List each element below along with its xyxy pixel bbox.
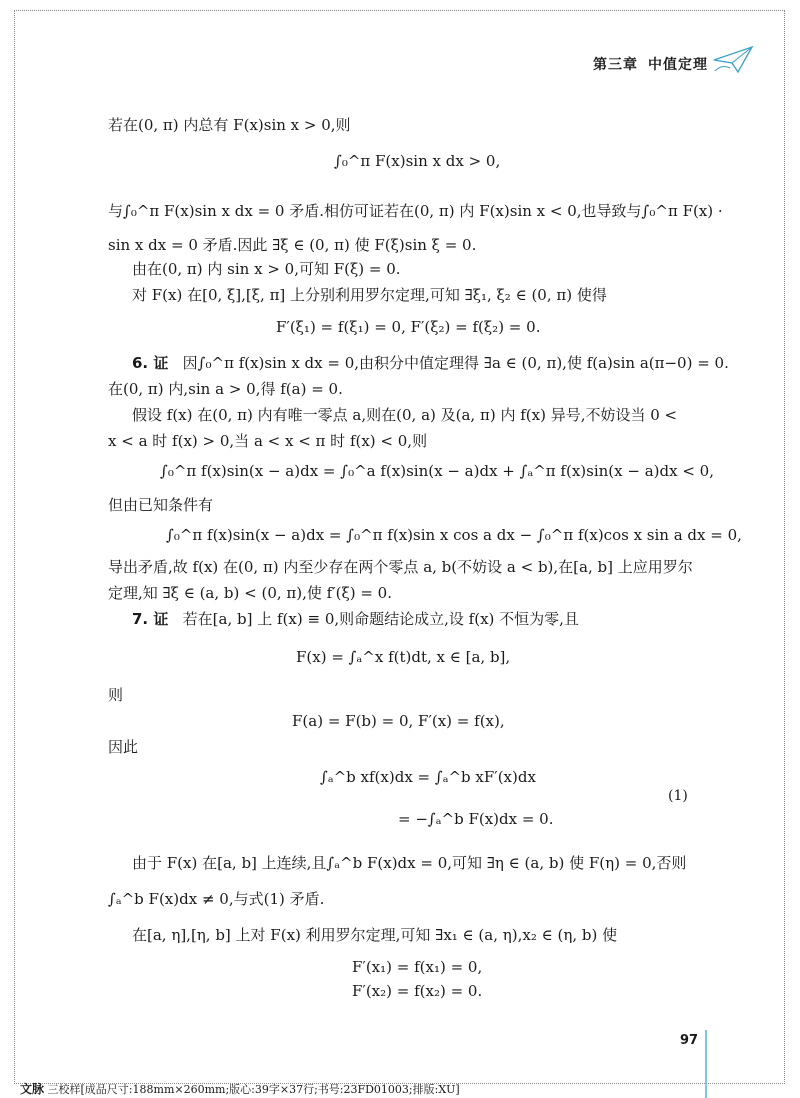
equation-4: ∫₀^π f(x)sin(x − a)dx = ∫₀^π f(x)sin x cos a dx − ∫₀^π f(x)cos x sin a dx = 0, [166,526,742,544]
line-15: 导出矛盾,故 f(x) 在(0, π) 内至少存在两个零点 a, b(不妨设 a < b),在[a, b] 上应用罗尔 [108,558,693,576]
footer-info: 三校样[成品尺寸:188mm×260mm;版心:39字×37行;书号:23FD01003;排版:XU] [47,1083,460,1096]
line-4: sin x dx = 0 矛盾.因此 ∃ξ ∈ (0, π) 使 F(ξ)sin ξ = 0. [108,236,477,254]
line-13: 但由已知条件有 [108,496,214,514]
line-17: 若在[a, b] 上 f(x) ≡ 0,则命题结论成立,设 f(x) 不恒为零,且 [182,610,579,628]
line-11: x < a 时 f(x) > 0,当 a < x < π 时 f(x) < 0,则 [108,432,428,450]
page-number: 97 [680,1033,699,1048]
equation-6: F(a) = F(b) = 0, F′(x) = f(x), [292,712,505,730]
equation-5: F(x) = ∫ₐ^x f(t)dt, x ∈ [a, b], [296,648,511,666]
chapter-title: 中值定理 [648,57,708,73]
line-26: 在[a, η],[η, b] 上对 F(x) 利用罗尔定理,可知 ∃x₁ ∈ (a, η),x₂ ∈ (η, b) 使 [132,926,618,944]
proof-footer [20,1080,460,1097]
line-25: ∫ₐ^b F(x)dx ≠ 0,与式(1) 矛盾. [108,890,325,908]
line-5: 由在(0, π) 内 sin x > 0,可知 F(ξ) = 0. [132,260,401,278]
equation-7a: ∫ₐ^b xf(x)dx = ∫ₐ^b xF′(x)dx [320,768,536,786]
problem-6 [132,352,729,374]
equation-number: (1) [668,788,688,804]
paper-plane-icon [712,44,754,76]
margin-rule [705,1030,707,1098]
line-19: 则 [108,686,124,704]
equation-7b: = −∫ₐ^b F(x)dx = 0. [398,810,554,828]
line-1: 若在(0, π) 内总有 F(x)sin x > 0,则 [108,116,351,134]
equation-2: F′(ξ₁) = f(ξ₁) = 0, F′(ξ₂) = f(ξ₂) = 0. [276,318,541,336]
equation-1: ∫₀^π F(x)sin x dx > 0, [334,152,501,170]
line-8: 因∫₀^π f(x)sin x dx = 0,由积分中值定理得 ∃a ∈ (0, π),使 f(a)sin a(π−0) = 0. [182,354,729,372]
line-10: 假设 f(x) 在(0, π) 内有唯一零点 a,则在(0, a) 及(a, π) 内 f(x) 异号,不妨设当 0 < [132,406,678,424]
problem-6-label: 6. 证 [132,354,169,372]
equation-8b: F′(x₂) = f(x₂) = 0. [352,982,483,1000]
footer-brand: 文脉 [20,1082,45,1096]
running-header [593,54,708,74]
problem-7-label: 7. 证 [132,610,169,628]
problem-7 [132,608,579,630]
equation-8a: F′(x₁) = f(x₁) = 0, [352,958,483,976]
line-9: 在(0, π) 内,sin a > 0,得 f(a) = 0. [108,380,343,398]
line-24: 由于 F(x) 在[a, b] 上连续,且∫ₐ^b F(x)dx = 0,可知 ∃η ∈ (a, b) 使 F(η) = 0,否则 [132,854,687,872]
chapter-label: 第三章 [593,57,638,73]
equation-3: ∫₀^π f(x)sin(x − a)dx = ∫₀^a f(x)sin(x − a)dx + ∫ₐ^π f(x)sin(x − a)dx < 0, [160,462,714,480]
line-6: 对 F(x) 在[0, ξ],[ξ, π] 上分别利用罗尔定理,可知 ∃ξ₁, ξ₂ ∈ (0, π) 使得 [132,286,607,304]
line-3: 与∫₀^π F(x)sin x dx = 0 矛盾.相仿可证若在(0, π) 内 F(x)sin x < 0,也导致与∫₀^π F(x) · [108,202,723,220]
line-16: 定理,知 ∃ξ ∈ (a, b) < (0, π),使 f′(ξ) = 0. [108,584,392,602]
line-21: 因此 [108,738,139,756]
